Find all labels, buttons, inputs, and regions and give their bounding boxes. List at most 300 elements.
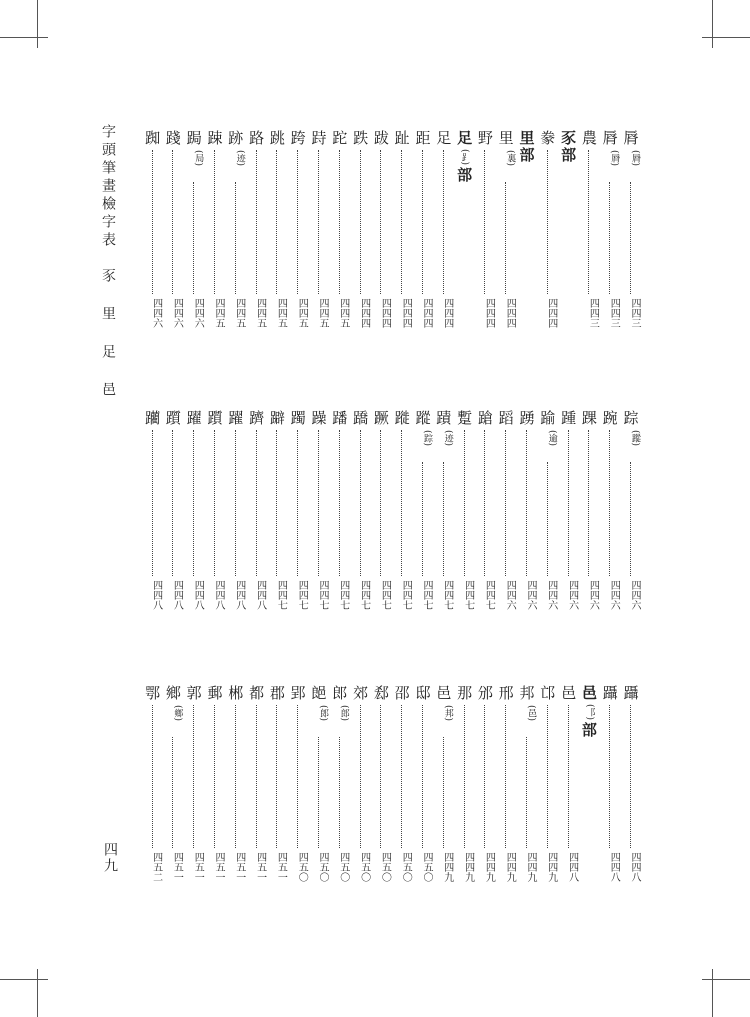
page-number: 四四五 xyxy=(337,298,349,328)
page-number: 四四七 xyxy=(358,580,370,610)
section-header xyxy=(518,130,536,164)
entry-char: 足 xyxy=(436,129,452,147)
index-entry xyxy=(331,130,349,334)
index-entry xyxy=(206,130,224,334)
page-number: 四四八 xyxy=(566,852,578,882)
entry-char: 蹯 xyxy=(332,409,348,427)
entry-variant: (局) xyxy=(193,150,204,167)
leader-dots xyxy=(152,705,153,848)
entry-char: 豢 xyxy=(540,129,556,147)
page-number: 四四九 xyxy=(545,852,557,882)
entry-char: 邢 xyxy=(498,684,514,702)
page-number: 四四五 xyxy=(213,298,224,328)
leader-dots xyxy=(380,705,381,848)
entry-char: 距 xyxy=(415,129,431,147)
leader-dots xyxy=(297,430,298,576)
section-header-char: 部 xyxy=(519,146,535,164)
section-header xyxy=(580,685,598,739)
entry-char: 躪 xyxy=(145,409,161,427)
page-number: 四五〇 xyxy=(358,852,370,882)
leader-dots xyxy=(256,150,257,294)
index-entry xyxy=(268,410,286,616)
leader-dots xyxy=(214,430,215,576)
index-entry xyxy=(518,410,536,616)
section-header-char: 邑 xyxy=(581,684,597,702)
entry-char: 跎 xyxy=(332,129,348,147)
index-entry xyxy=(560,685,578,888)
section-header-char: 部 xyxy=(457,166,473,185)
page-number: 四四八 xyxy=(150,580,162,610)
section-header-char: 豕 xyxy=(561,129,577,147)
entry-char: 都 xyxy=(249,684,265,702)
page-number: 四四七 xyxy=(400,580,412,610)
page-number: 四四七 xyxy=(462,580,474,610)
entry-char: 脣 xyxy=(602,129,618,147)
index-entry xyxy=(372,130,390,334)
page-number: 四五〇 xyxy=(379,852,391,882)
leader-dots xyxy=(568,705,569,848)
entry-char: 躍 xyxy=(186,409,202,427)
entry-char: 蹶 xyxy=(373,409,389,427)
entry-char: 躍 xyxy=(228,409,244,427)
index-entry xyxy=(164,130,182,334)
leader-dots xyxy=(422,705,423,848)
entry-char: 里 xyxy=(498,129,514,147)
entry-char: 邵 xyxy=(394,684,410,702)
index-entry xyxy=(185,410,203,616)
entry-char: 郒 xyxy=(311,684,327,702)
index-entry xyxy=(268,685,286,888)
leader-dots xyxy=(401,705,402,848)
entry-char: 鄂 xyxy=(145,684,161,702)
page-number: 四五一 xyxy=(192,852,204,882)
entry-char: 踟 xyxy=(145,129,161,147)
crop-mark-tl-v xyxy=(37,0,38,48)
leader-dots xyxy=(609,705,610,848)
crop-mark-tr-v xyxy=(712,0,713,48)
entry-char: 郎 xyxy=(332,684,348,702)
page-number: 四四七 xyxy=(421,580,432,610)
entry-char: 鄉 xyxy=(165,684,181,702)
index-entry xyxy=(185,685,203,888)
entry-char: 郢 xyxy=(290,684,306,702)
page-number: 四四七 xyxy=(337,580,349,610)
index-entry xyxy=(268,130,286,334)
leader-dots xyxy=(318,430,319,576)
page-number: 四四八 xyxy=(629,852,640,882)
page-number: 四四九 xyxy=(462,852,474,882)
leader-dots xyxy=(630,462,631,576)
crop-mark-br-v xyxy=(712,969,713,1017)
leader-dots xyxy=(235,430,236,576)
index-entry xyxy=(331,685,349,888)
page-number: 四四四 xyxy=(441,298,453,328)
page-number: 四四五 xyxy=(296,298,308,328)
entry-variant: (郎) xyxy=(338,705,349,722)
entry-char: 跨 xyxy=(290,129,306,147)
index-entry xyxy=(144,410,162,616)
entry-char: 郡 xyxy=(269,684,285,702)
section-header-char: 足 xyxy=(457,129,473,147)
entry-char: 那 xyxy=(457,684,473,702)
entry-char: 踠 xyxy=(602,409,618,427)
page-number: 四五〇 xyxy=(400,852,412,882)
entry-char: 蹌 xyxy=(477,409,493,427)
crop-mark-bl-h xyxy=(0,979,48,980)
index-entry xyxy=(164,410,182,616)
entry-char: 躋 xyxy=(249,409,265,427)
index-entry xyxy=(289,685,307,888)
index-entry xyxy=(622,685,640,888)
leader-dots xyxy=(235,182,236,294)
entry-char: 郵 xyxy=(207,684,223,702)
page-number: 四四九 xyxy=(525,852,536,882)
index-entry xyxy=(414,130,432,334)
page-number: 四四六 xyxy=(192,298,204,328)
index-entry xyxy=(476,685,494,888)
section-header xyxy=(560,130,578,164)
entry-variant: (迹) xyxy=(442,430,453,447)
leader-dots xyxy=(547,462,548,576)
entry-char: 躓 xyxy=(165,409,181,427)
page-number: 四四四 xyxy=(504,298,516,328)
entry-variant: (邦) xyxy=(442,705,453,722)
leader-dots xyxy=(464,705,465,848)
leader-dots xyxy=(193,430,194,576)
index-entry xyxy=(497,685,515,888)
leader-dots xyxy=(588,430,589,576)
leader-dots xyxy=(443,737,444,848)
index-entry xyxy=(539,685,557,888)
leader-dots xyxy=(505,705,506,848)
entry-variant: (踪) xyxy=(422,430,432,447)
leader-dots xyxy=(276,430,277,576)
leader-dots xyxy=(630,705,631,848)
page-number: 四五一 xyxy=(213,852,224,882)
leader-dots xyxy=(297,150,298,294)
index-entry xyxy=(393,410,411,616)
index-entry xyxy=(622,410,640,616)
index-entry xyxy=(310,410,328,616)
page-number: 四四四 xyxy=(545,298,557,328)
entry-char: 跋 xyxy=(373,129,389,147)
page-number: 四四六 xyxy=(608,580,620,610)
entry-variant: (鄉) xyxy=(172,705,183,722)
index-entry xyxy=(144,685,162,888)
entry-char: 躡 xyxy=(602,684,618,702)
leader-dots xyxy=(339,737,340,848)
entry-char: 跡 xyxy=(228,129,244,147)
page-number: 四五一 xyxy=(254,852,266,882)
leader-dots xyxy=(214,705,215,848)
leader-dots xyxy=(505,182,506,294)
entry-char: 農 xyxy=(581,129,597,147)
section-header-variant: (⻊) xyxy=(459,149,470,166)
entry-variant: (邑) xyxy=(526,705,536,722)
leader-dots xyxy=(339,430,340,576)
page-number: 四四六 xyxy=(150,298,162,328)
section-header xyxy=(456,130,474,184)
index-entry xyxy=(352,410,370,616)
index-entry xyxy=(248,410,266,616)
leader-dots xyxy=(360,150,361,294)
index-entry xyxy=(393,130,411,334)
section-header-char: 里 xyxy=(519,129,535,147)
index-entry xyxy=(435,410,453,616)
index-entry xyxy=(227,130,245,334)
page-folio: 四九 xyxy=(102,842,118,874)
page-number: 四四三 xyxy=(608,298,620,328)
leader-dots xyxy=(318,150,319,294)
entry-char: 踝 xyxy=(581,409,597,427)
page-number: 四四五 xyxy=(254,298,266,328)
index-entry xyxy=(414,685,432,888)
leader-dots xyxy=(172,150,173,294)
leader-dots xyxy=(401,430,402,576)
page-number: 四四三 xyxy=(629,298,640,328)
entry-char: 躡 xyxy=(623,684,639,702)
page-number: 四四九 xyxy=(483,852,495,882)
leader-dots xyxy=(547,705,548,848)
page-number: 四四四 xyxy=(379,298,391,328)
index-entry xyxy=(248,685,266,888)
crop-mark-tl-h xyxy=(0,37,48,38)
leader-dots xyxy=(422,150,423,294)
leader-dots xyxy=(526,737,527,848)
page-number: 四四七 xyxy=(317,580,328,610)
entry-char: 郊 xyxy=(353,684,369,702)
index-entry xyxy=(248,130,266,334)
leader-dots xyxy=(256,705,257,848)
entry-char: 脣 xyxy=(623,129,639,147)
page-number: 四五一 xyxy=(233,852,245,882)
entry-char: 躁 xyxy=(311,409,327,427)
page-number: 四四九 xyxy=(441,852,453,882)
leader-dots xyxy=(380,430,381,576)
page-number: 四四四 xyxy=(400,298,412,328)
leader-dots xyxy=(422,462,423,576)
entry-char: 跱 xyxy=(311,129,327,147)
entry-char: 邑 xyxy=(436,684,452,702)
page-number: 四四六 xyxy=(504,580,516,610)
leader-dots xyxy=(380,150,381,294)
page-number: 四四七 xyxy=(483,580,495,610)
page-number: 四四五 xyxy=(275,298,287,328)
index-entry xyxy=(393,685,411,888)
entry-char: 郭 xyxy=(186,684,202,702)
entry-char: 跼 xyxy=(186,129,202,147)
page-number: 四四四 xyxy=(483,298,495,328)
page-number: 四五一 xyxy=(275,852,287,882)
entry-char: 跌 xyxy=(353,129,369,147)
page-number: 四四三 xyxy=(587,298,599,328)
leader-dots xyxy=(152,150,153,294)
index-entry xyxy=(289,130,307,334)
entry-variant: (脣) xyxy=(609,150,620,167)
index-entry xyxy=(601,685,619,888)
index-entry xyxy=(560,410,578,616)
index-entry xyxy=(476,410,494,616)
leader-dots xyxy=(588,150,589,294)
index-entry xyxy=(497,410,515,616)
section-header-char: 部 xyxy=(561,146,577,164)
entry-variant: (逾) xyxy=(546,430,557,447)
page-number: 四五〇 xyxy=(296,852,308,882)
leader-dots xyxy=(297,705,298,848)
entry-char: 郴 xyxy=(228,684,244,702)
entry-char: 蹻 xyxy=(353,409,369,427)
index-entry xyxy=(518,685,536,888)
page-number: 四四五 xyxy=(317,298,328,328)
entry-char: 趾 xyxy=(394,129,410,147)
page-number: 四四七 xyxy=(441,580,453,610)
page-number: 四四七 xyxy=(379,580,391,610)
page-number: 四五〇 xyxy=(317,852,328,882)
page-number: 四四六 xyxy=(171,298,183,328)
leader-dots xyxy=(484,150,485,294)
page-number: 四四九 xyxy=(504,852,516,882)
entry-char: 邠 xyxy=(477,684,493,702)
entry-char: 踴 xyxy=(519,409,535,427)
index-entry xyxy=(539,130,557,334)
page-number: 四四六 xyxy=(545,580,557,610)
entry-char: 邙 xyxy=(540,684,556,702)
entry-char: 邦 xyxy=(519,684,535,702)
entry-char: 野 xyxy=(477,129,493,147)
index-entry xyxy=(227,685,245,888)
index-entry xyxy=(476,130,494,334)
page-number: 四四六 xyxy=(629,580,640,610)
entry-char: 躅 xyxy=(290,409,306,427)
index-entry xyxy=(456,685,474,888)
page-number: 四四六 xyxy=(566,580,578,610)
index-entry xyxy=(539,410,557,616)
section-header-variant: (⻏) xyxy=(584,704,595,721)
index-entry xyxy=(144,130,162,334)
entry-variant: (郎) xyxy=(318,705,328,722)
index-entry xyxy=(310,685,328,888)
crop-mark-tr-h xyxy=(702,37,750,38)
page-number: 四四八 xyxy=(233,580,245,610)
index-entry xyxy=(580,130,598,334)
leader-dots xyxy=(609,182,610,294)
index-entry xyxy=(164,685,182,888)
leader-dots xyxy=(318,737,319,848)
leader-dots xyxy=(630,182,631,294)
entry-variant: (迹) xyxy=(234,150,245,167)
leader-dots xyxy=(360,430,361,576)
leader-dots xyxy=(401,150,402,294)
entry-char: 跳 xyxy=(269,129,285,147)
index-entry xyxy=(185,130,203,334)
page-number: 四四七 xyxy=(275,580,287,610)
leader-dots xyxy=(193,182,194,294)
leader-dots xyxy=(484,430,485,576)
page-number: 四四八 xyxy=(171,580,183,610)
entry-char: 邑 xyxy=(561,684,577,702)
entry-char: 躓 xyxy=(207,409,223,427)
crop-mark-bl-v xyxy=(37,969,38,1017)
index-entry xyxy=(435,685,453,888)
crop-mark-br-h xyxy=(702,979,750,980)
entry-char: 蹔 xyxy=(457,409,473,427)
index-entry xyxy=(331,410,349,616)
entry-char: 踐 xyxy=(165,129,181,147)
leader-dots xyxy=(484,705,485,848)
page-number: 四四四 xyxy=(358,298,370,328)
entry-char: 踈 xyxy=(207,129,223,147)
leader-dots xyxy=(360,705,361,848)
index-entry xyxy=(497,130,515,334)
leader-dots xyxy=(464,430,465,576)
index-entry xyxy=(601,410,619,616)
entry-char: 蹈 xyxy=(498,409,514,427)
entry-variant: (裏) xyxy=(505,150,516,167)
index-entry xyxy=(352,130,370,334)
entry-variant: (脣) xyxy=(630,150,640,167)
index-entry xyxy=(456,410,474,616)
index-entry xyxy=(414,410,432,616)
index-entry xyxy=(372,410,390,616)
index-entry xyxy=(435,130,453,334)
page-number: 四四六 xyxy=(587,580,599,610)
page-number: 四五二 xyxy=(150,852,162,882)
page-number: 四四八 xyxy=(254,580,266,610)
leader-dots xyxy=(152,430,153,576)
leader-dots xyxy=(276,705,277,848)
page-number: 四四六 xyxy=(525,580,536,610)
index-entry xyxy=(372,685,390,888)
index-entry xyxy=(227,410,245,616)
entry-char: 邸 xyxy=(415,684,431,702)
index-entry xyxy=(206,410,224,616)
running-title: 字頭筆畫檢字表 豕 里 足 邑 xyxy=(100,124,116,400)
leader-dots xyxy=(443,150,444,294)
page-number: 四四八 xyxy=(213,580,224,610)
index-entry xyxy=(206,685,224,888)
leader-dots xyxy=(193,705,194,848)
page-number: 四四七 xyxy=(296,580,308,610)
leader-dots xyxy=(609,430,610,576)
leader-dots xyxy=(526,430,527,576)
leader-dots xyxy=(547,150,548,294)
leader-dots xyxy=(276,150,277,294)
leader-dots xyxy=(235,705,236,848)
entry-char: 踰 xyxy=(540,409,556,427)
leader-dots xyxy=(443,462,444,576)
entry-char: 踪 xyxy=(623,409,639,427)
entry-char: 蹟 xyxy=(436,409,452,427)
entry-char: 踵 xyxy=(561,409,577,427)
page-number: 四五〇 xyxy=(337,852,349,882)
index-entry xyxy=(352,685,370,888)
section-header-char: 部 xyxy=(581,721,597,740)
leader-dots xyxy=(214,150,215,294)
entry-variant: (蹤) xyxy=(630,430,640,447)
page-number: 四五一 xyxy=(171,852,183,882)
page-number: 四四四 xyxy=(421,298,432,328)
entry-char: 蹤 xyxy=(415,409,431,427)
entry-char: 躃 xyxy=(269,409,285,427)
entry-char: 路 xyxy=(249,129,265,147)
page-number: 四五〇 xyxy=(421,852,432,882)
leader-dots xyxy=(339,150,340,294)
page-number: 四四八 xyxy=(608,852,620,882)
leader-dots xyxy=(505,430,506,576)
leader-dots xyxy=(172,430,173,576)
entry-char: 郄 xyxy=(373,684,389,702)
page-number: 四四八 xyxy=(192,580,204,610)
